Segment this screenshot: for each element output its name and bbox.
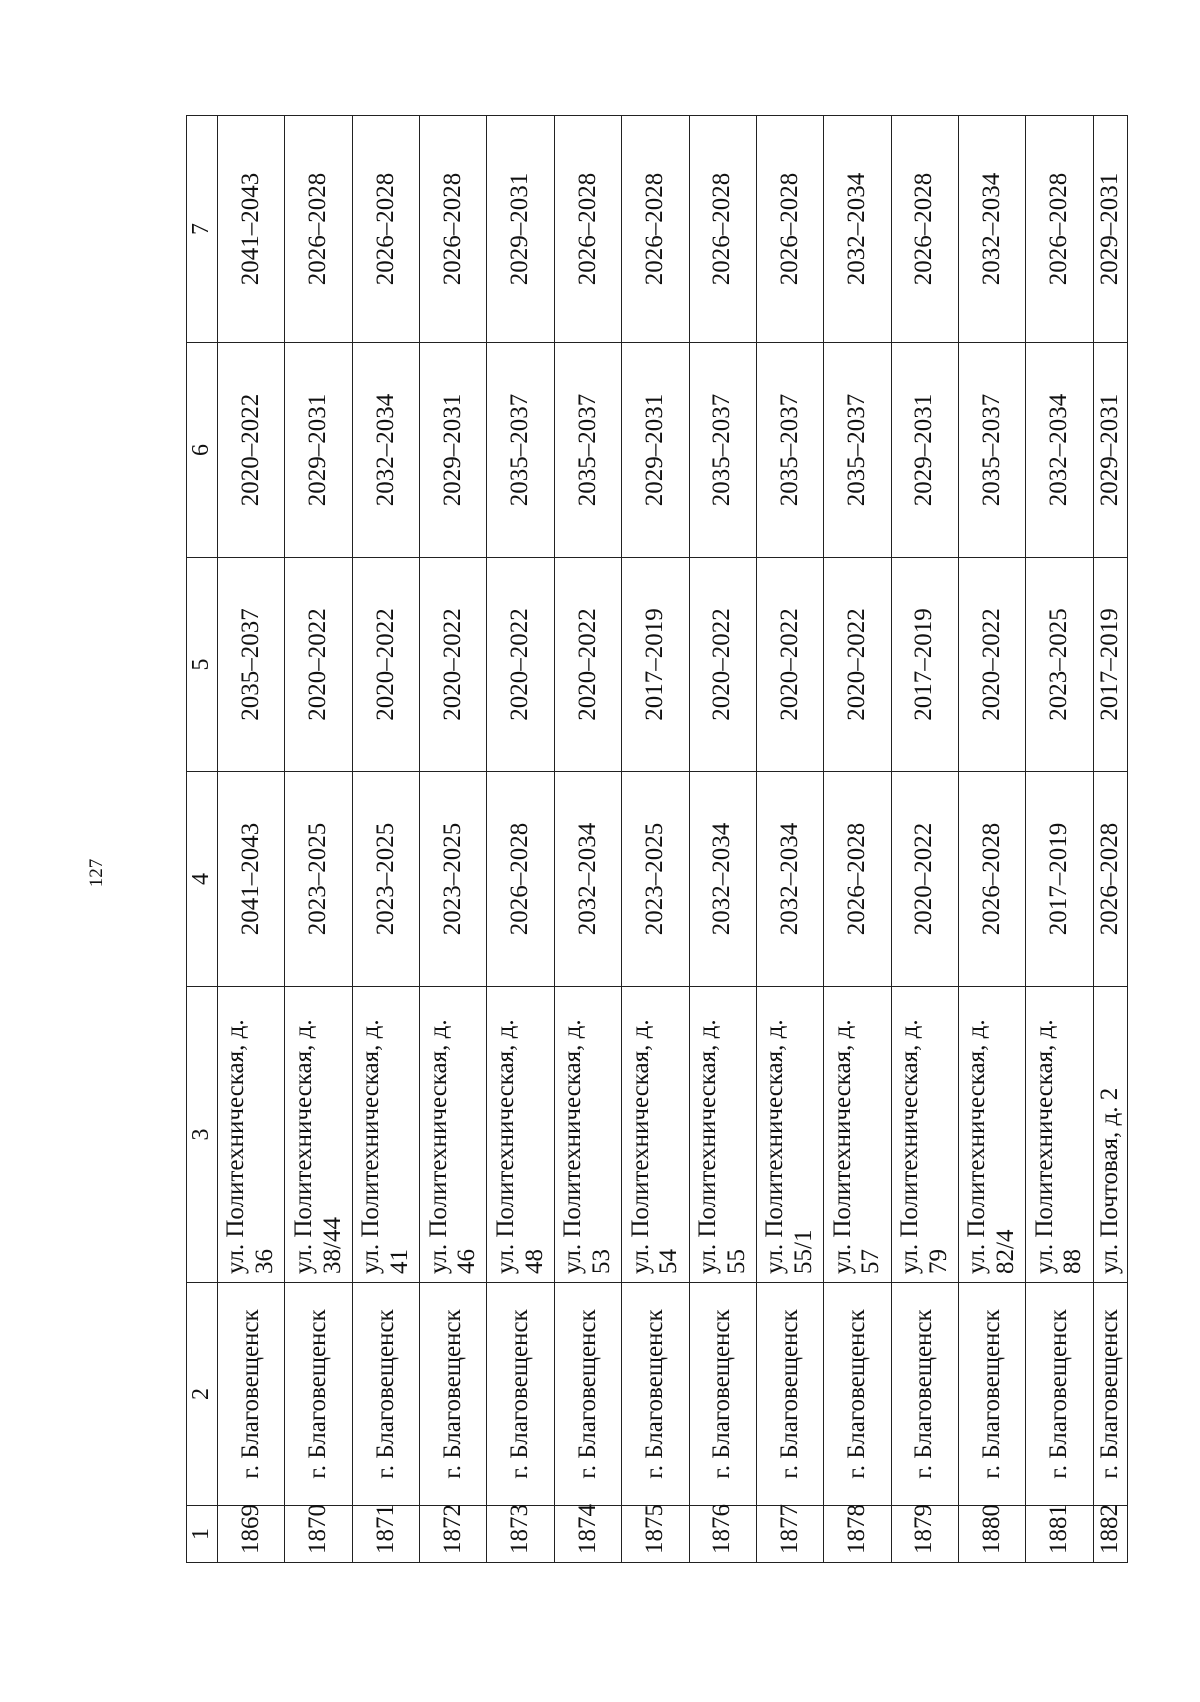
period-cell-col5: 2020–2022 xyxy=(352,558,419,772)
period-cell-col4: 2026–2028 xyxy=(824,772,891,987)
period-cell-col7: 2026–2028 xyxy=(689,116,756,343)
table-row xyxy=(285,116,352,1563)
column-header: 6 xyxy=(187,343,218,558)
column-header: 2 xyxy=(187,1283,218,1506)
row-number: 1870 xyxy=(285,1506,352,1563)
city-cell: г. Благовещенск xyxy=(958,1283,1025,1506)
period-cell-col5: 2017–2019 xyxy=(622,558,689,772)
period-cell-col7: 2026–2028 xyxy=(756,116,823,343)
table-row xyxy=(622,116,689,1563)
period-cell-col7: 2026–2028 xyxy=(285,116,352,343)
table-row xyxy=(958,116,1025,1563)
address-cell: ул. Политехническая, д. 36 xyxy=(218,987,285,1283)
period-cell-col4: 2023–2025 xyxy=(420,772,487,987)
period-cell-col4: 2026–2028 xyxy=(487,772,554,987)
address-cell: ул. Политехническая, д. 55 xyxy=(689,987,756,1283)
address-cell: ул. Политехническая, д. 57 xyxy=(824,987,891,1283)
table-row xyxy=(689,116,756,1563)
period-cell-col5: 2020–2022 xyxy=(689,558,756,772)
period-cell-col4: 2032–2034 xyxy=(554,772,621,987)
row-number: 1879 xyxy=(891,1506,958,1563)
row-number: 1876 xyxy=(689,1506,756,1563)
city-cell: г. Благовещенск xyxy=(756,1283,823,1506)
period-cell-col7: 2029–2031 xyxy=(487,116,554,343)
table-row xyxy=(756,116,823,1563)
period-cell-col5: 2020–2022 xyxy=(554,558,621,772)
period-cell-col5: 2020–2022 xyxy=(958,558,1025,772)
period-cell-col6: 2029–2031 xyxy=(285,343,352,558)
address-cell: ул. Политехническая, д. 41 xyxy=(352,987,419,1283)
period-cell-col4: 2020–2022 xyxy=(891,772,958,987)
address-cell: ул. Политехническая, д. 38/44 xyxy=(285,987,352,1283)
row-number: 1871 xyxy=(352,1506,419,1563)
period-cell-col6: 2035–2037 xyxy=(756,343,823,558)
period-cell-col7: 2026–2028 xyxy=(891,116,958,343)
table-row xyxy=(891,116,958,1563)
address-cell: ул. Политехническая, д. 46 xyxy=(420,987,487,1283)
address-cell: ул. Политехническая, д. 88 xyxy=(1026,987,1093,1283)
table-row xyxy=(1026,116,1093,1563)
city-cell: г. Благовещенск xyxy=(1026,1283,1093,1506)
period-cell-col7: 2032–2034 xyxy=(958,116,1025,343)
period-cell-col6: 2032–2034 xyxy=(1026,343,1093,558)
period-cell-col7: 2029–2031 xyxy=(1093,116,1127,343)
period-cell-col6: 2035–2037 xyxy=(824,343,891,558)
period-cell-col5: 2020–2022 xyxy=(420,558,487,772)
table-row xyxy=(554,116,621,1563)
period-cell-col4: 2032–2034 xyxy=(689,772,756,987)
row-number: 1878 xyxy=(824,1506,891,1563)
period-cell-col6: 2029–2031 xyxy=(420,343,487,558)
header-row xyxy=(187,116,218,1563)
address-cell: ул. Политехническая, д. 53 xyxy=(554,987,621,1283)
period-cell-col5: 2020–2022 xyxy=(285,558,352,772)
period-cell-col6: 2032–2034 xyxy=(352,343,419,558)
row-number: 1880 xyxy=(958,1506,1025,1563)
column-header: 3 xyxy=(187,987,218,1283)
city-cell: г. Благовещенск xyxy=(554,1283,621,1506)
city-cell: г. Благовещенск xyxy=(352,1283,419,1506)
row-number: 1869 xyxy=(218,1506,285,1563)
column-header: 4 xyxy=(187,772,218,987)
address-cell: ул. Политехническая, д. 54 xyxy=(622,987,689,1283)
city-cell: г. Благовещенск xyxy=(218,1283,285,1506)
address-cell: ул. Почтовая, д. 2 xyxy=(1093,987,1127,1283)
rotated-table-sheet xyxy=(186,116,1128,1563)
period-cell-col5: 2023–2025 xyxy=(1026,558,1093,772)
table-row xyxy=(420,116,487,1563)
period-cell-col4: 2026–2028 xyxy=(958,772,1025,987)
period-cell-col7: 2026–2028 xyxy=(554,116,621,343)
period-cell-col6: 2029–2031 xyxy=(891,343,958,558)
column-header: 1 xyxy=(187,1506,218,1563)
city-cell: г. Благовещенск xyxy=(622,1283,689,1506)
column-header: 5 xyxy=(187,558,218,772)
address-cell: ул. Политехническая, д. 55/1 xyxy=(756,987,823,1283)
address-cell: ул. Политехническая, д. 82/4 xyxy=(958,987,1025,1283)
row-number: 1882 xyxy=(1093,1506,1127,1563)
period-cell-col4: 2017–2019 xyxy=(1026,772,1093,987)
data-table xyxy=(186,115,1128,1563)
period-cell-col4: 2023–2025 xyxy=(352,772,419,987)
address-cell: ул. Политехническая, д. 48 xyxy=(487,987,554,1283)
city-cell: г. Благовещенск xyxy=(1093,1283,1127,1506)
period-cell-col6: 2029–2031 xyxy=(622,343,689,558)
city-cell: г. Благовещенск xyxy=(891,1283,958,1506)
period-cell-col7: 2026–2028 xyxy=(352,116,419,343)
period-cell-col6: 2035–2037 xyxy=(554,343,621,558)
period-cell-col4: 2041–2043 xyxy=(218,772,285,987)
period-cell-col5: 2017–2019 xyxy=(1093,558,1127,772)
period-cell-col4: 2032–2034 xyxy=(756,772,823,987)
period-cell-col7: 2026–2028 xyxy=(1026,116,1093,343)
period-cell-col4: 2026–2028 xyxy=(1093,772,1127,987)
table-row xyxy=(1093,116,1127,1563)
period-cell-col6: 2020–2022 xyxy=(218,343,285,558)
city-cell: г. Благовещенск xyxy=(824,1283,891,1506)
page-number: 127 xyxy=(86,858,107,888)
row-number: 1881 xyxy=(1026,1506,1093,1563)
city-cell: г. Благовещенск xyxy=(420,1283,487,1506)
period-cell-col7: 2032–2034 xyxy=(824,116,891,343)
period-cell-col4: 2023–2025 xyxy=(285,772,352,987)
row-number: 1873 xyxy=(487,1506,554,1563)
period-cell-col6: 2035–2037 xyxy=(958,343,1025,558)
period-cell-col6: 2035–2037 xyxy=(689,343,756,558)
period-cell-col5: 2017–2019 xyxy=(891,558,958,772)
period-cell-col5: 2035–2037 xyxy=(218,558,285,772)
period-cell-col7: 2026–2028 xyxy=(622,116,689,343)
city-cell: г. Благовещенск xyxy=(487,1283,554,1506)
period-cell-col4: 2023–2025 xyxy=(622,772,689,987)
address-cell: ул. Политехническая, д. 79 xyxy=(891,987,958,1283)
period-cell-col5: 2020–2022 xyxy=(824,558,891,772)
period-cell-col7: 2041–2043 xyxy=(218,116,285,343)
row-number: 1875 xyxy=(622,1506,689,1563)
table-row xyxy=(218,116,285,1563)
column-header: 7 xyxy=(187,116,218,343)
period-cell-col6: 2029–2031 xyxy=(1093,343,1127,558)
city-cell: г. Благовещенск xyxy=(285,1283,352,1506)
period-cell-col6: 2035–2037 xyxy=(487,343,554,558)
row-number: 1877 xyxy=(756,1506,823,1563)
table-row xyxy=(352,116,419,1563)
period-cell-col5: 2020–2022 xyxy=(756,558,823,772)
row-number: 1874 xyxy=(554,1506,621,1563)
row-number: 1872 xyxy=(420,1506,487,1563)
table-row xyxy=(487,116,554,1563)
table-row xyxy=(824,116,891,1563)
period-cell-col5: 2020–2022 xyxy=(487,558,554,772)
period-cell-col7: 2026–2028 xyxy=(420,116,487,343)
city-cell: г. Благовещенск xyxy=(689,1283,756,1506)
